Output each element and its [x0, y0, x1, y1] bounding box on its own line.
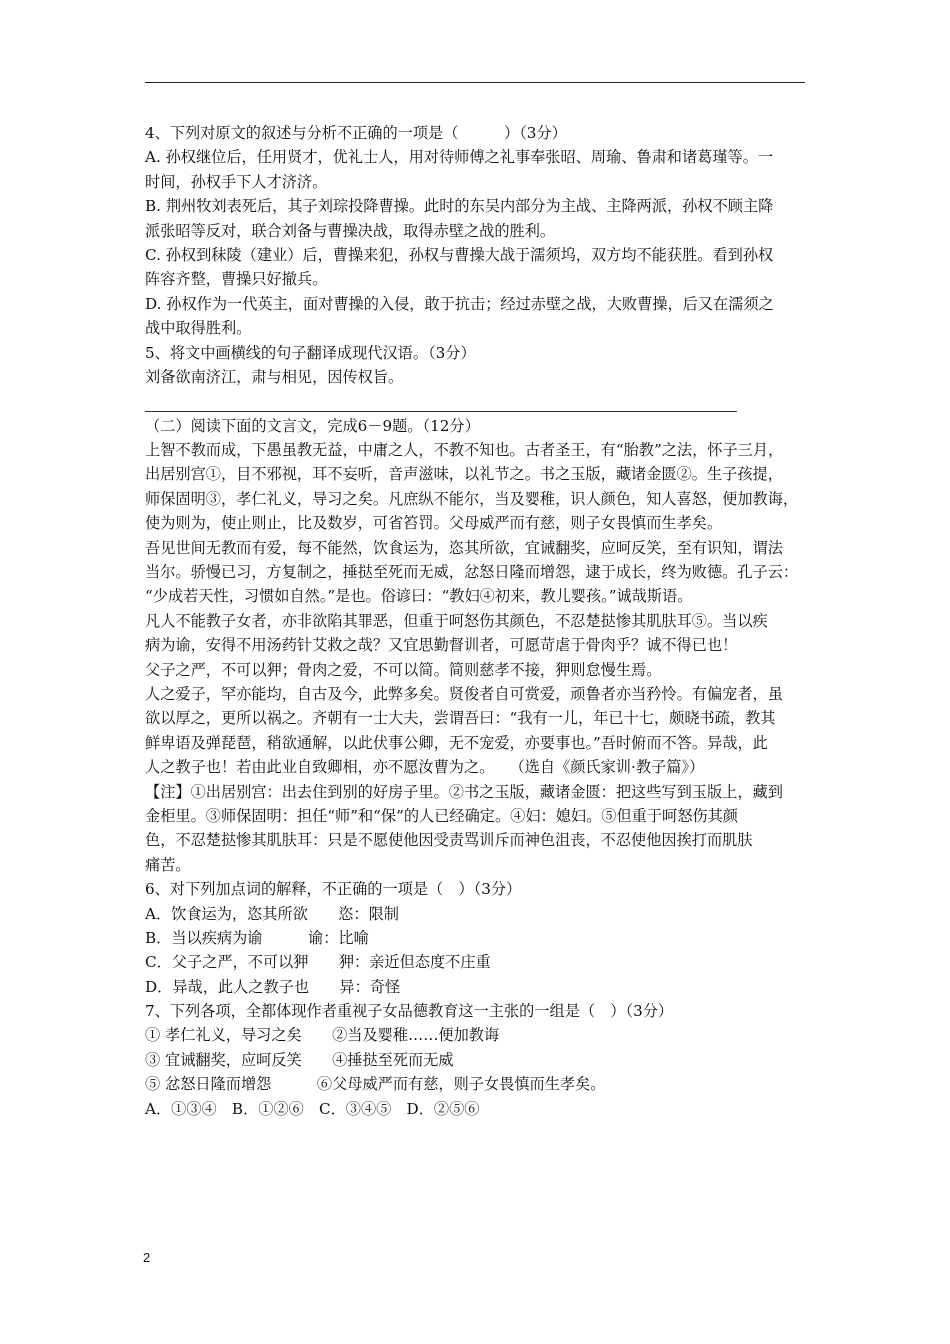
passage-line: 欲以厚之，更所以祸之。齐朝有一士大夫，尝谓吾曰：“我有一儿，年已十七，颇晓书疏，教其	[145, 709, 776, 728]
question-7-stem: 7、下列各项，全都体现作者重视子女品德教育这一主张的一组是（ ）（3分）	[145, 1002, 674, 1021]
note-line: 【注】①出居别宫：出去住到别的好房子里。②书之玉版，藏诸金匮：把这些写到玉版上，藏到	[145, 782, 783, 801]
question-4-option-c-cont: 阵容齐整，曹操只好撤兵。	[145, 270, 328, 289]
question-6-option-b: B．当以疾病为谕 谕：比喻	[145, 928, 369, 947]
question-6-option-c: C．父子之严，不可以狎 狎：亲近但态度不庄重	[145, 953, 491, 972]
question-6-option-a: A．饮食运为，恣其所欲 恣：限制	[145, 904, 399, 923]
passage-line: 病为谕，安得不用汤药针艾救之哉？又宜思勤督训者，可愿苛虐于骨肉乎？诚不得已也！	[145, 636, 738, 655]
note-line: 金柜里。③师保固明：担任“师”和“保”的人已经确定。④妇：媳妇。⑤但重于呵怒伤其颜	[145, 806, 738, 825]
question-7-item-row: ③ 宜诫翻奖，应呵反笑 ④捶挞至死而无威	[145, 1050, 454, 1069]
passage-line: 人之教子也！若由此业自致卿相，亦不愿汝曹为之。 （选自《颜氏家训·教子篇》）	[145, 758, 705, 777]
question-4-option-b: B. 荆州牧刘表死后，其子刘琮投降曹操。此时的东吴内部分为主战、主降两派，孙权不顾主降	[145, 197, 774, 216]
passage-line: “少成若天性，习惯如自然。”是也。俗谚曰：“教妇④初来，教儿婴孩。”诚哉斯语。	[145, 587, 693, 606]
passage-line: 父子之严，不可以狎；骨肉之爱，不可以简。简则慈孝不接，狎则怠慢生焉。	[145, 660, 662, 679]
note-line: 痛苦。	[145, 855, 191, 874]
passage-line: 吾见世间无教而有爱，每不能然，饮食运为，恣其所欲，宜诫翻奖，应呵反笑，至有识知，谓法	[145, 538, 783, 557]
page-number: 2	[143, 1250, 151, 1265]
passage-line: 人之爱子，罕亦能均，自古及今，此弊多矣。贤俊者自可赏爱，顽鲁者亦当矜怜。有偏宠者，虽	[145, 684, 783, 703]
passage-line: 凡人不能教子女者，亦非欲陷其罪恶，但重于呵怒伤其颜色，不忍楚挞惨其肌肤耳⑤。当以疾	[145, 611, 768, 630]
question-4-option-d-cont: 战中取得胜利。	[145, 319, 252, 338]
question-6-stem: 6、对下列加点词的解释，不正确的一项是（ ）（3分）	[145, 880, 522, 899]
question-7-options: A．①③④ B．①②⑥ C．③④⑤ D．②⑤⑥	[145, 1099, 480, 1118]
question-7-item-row: ① 孝仁礼义，导习之矣 ②当及婴稚……便加教诲	[145, 1026, 500, 1045]
question-4-option-b-cont: 派张昭等反对，联合刘备与曹操决战，取得赤壁之战的胜利。	[145, 221, 556, 240]
question-4-option-a-cont: 时间，孙权手下人才济济。	[145, 172, 328, 191]
header-rule	[145, 82, 805, 83]
question-4-option-a: A. 孙权继位后，任用贤才，优礼士人，用对待师傅之礼事奉张昭、周瑜、鲁肃和诸葛瑾等。一	[145, 148, 774, 167]
answer-line	[145, 411, 737, 412]
page-content	[145, 121, 820, 1121]
note-line: 色，不忍楚挞惨其肌肤耳：只是不愿使他因受责骂训斥而神色沮丧，不忍使他因挨打而肌肤	[145, 831, 753, 850]
question-4-option-c: C. 孙权到秣陵（建业）后，曹操来犯，孙权与曹操大战于濡须坞，双方均不能获胜。看到孙权	[145, 245, 774, 264]
question-6-option-d: D．异哉，此人之教子也 异：奇怪	[145, 977, 401, 996]
passage-line: 当尔。骄慢已习，方复制之，捶挞至死而无威，忿怒日隆而增怨，逮于成长，终为败德。孔子云：	[145, 563, 799, 582]
passage-line: 上智不教而成，下愚虽教无益，中庸之人，不教不知也。古者圣王，有“胎教”之法，怀子三月，	[145, 441, 784, 460]
question-5-stem: 5、将文中画横线的句子翻译成现代汉语。（3分）	[145, 343, 476, 362]
passage-line: 出居别宫①，目不邪视，耳不妄听，音声滋味，以礼节之。书之玉版，藏诸金匮②。生子孩提，	[145, 465, 783, 484]
question-4-stem: 4、下列对原文的叙述与分析不正确的一项是（ ）（3分）	[145, 124, 567, 142]
section-2-heading: （二）阅读下面的文言文，完成6－9题。（12分）	[145, 416, 480, 435]
question-7-item-row: ⑤ 忿怒日隆而增怨 ⑥父母威严而有慈，则子女畏慎而生孝矣。	[145, 1075, 606, 1094]
passage-line: 使为则为，使止则止，比及数岁，可省笞罚。父母威严而有慈，则子女畏慎而生孝矣。	[145, 514, 723, 533]
question-4-option-d: D. 孙权作为一代英主，面对曹操的入侵，敢于抗击；经过赤壁之战，大败曹操，后又在濡须之	[145, 294, 774, 313]
passage-line: 师保固明③，孝仁礼义，导习之矣。凡庶纵不能尔，当及婴稚，识人颜色，知人喜怒，便加教诲，	[145, 489, 799, 508]
passage-line: 鲜卑语及弹琵琶，稍欲通解，以此伏事公卿，无不宠爱，亦要事也。”吾时俯而不答。异哉，此	[145, 733, 768, 752]
question-5-sentence: 刘备欲南济江，肃与相见，因传权旨。	[145, 367, 404, 386]
